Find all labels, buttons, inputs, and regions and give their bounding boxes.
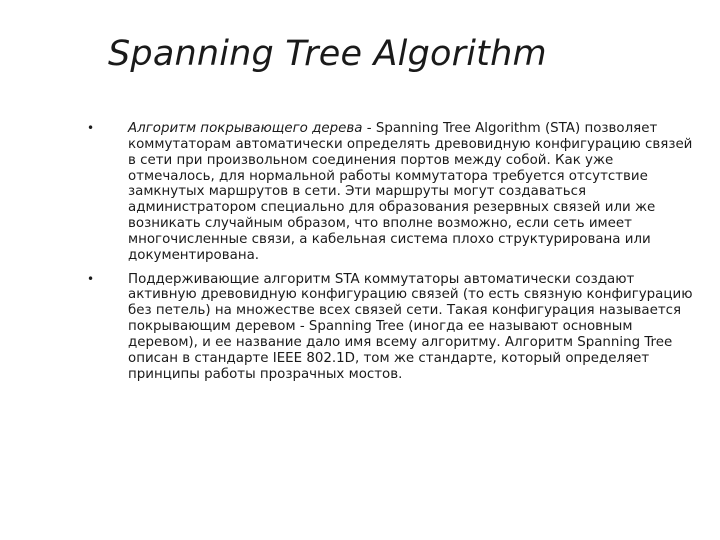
bullet-1-lead: Алгоритм покрывающего дерева — [128, 121, 363, 136]
bullet-dot-icon: • — [87, 121, 95, 135]
bullet-item-1 — [0, 121, 720, 264]
slide-title: Spanning Tree Algorithm — [108, 34, 547, 74]
bullet-2-text: Поддерживающие алгоритм STA коммутаторы автоматически создают активную древовидную конфигурацию связей (то есть связную конфигурацию без петель) на множестве всех связей сети. Такая конфигурация называется покрывающим деревом - Spanning Tree (иногда ее называют основным деревом), и ее название дало имя всему алгоритму. Алгоритм Spanning Tree описан в стандарте IEEE 802.1D, том же стандарте, который определяет принципы работы прозрачных мостов. — [128, 271, 693, 382]
bullet-dot-icon: • — [87, 271, 95, 286]
bullet-1-text: - Spanning Tree Algorithm (STA) позволяет коммутаторам автоматически определять древовидную конфигурацию связей в сети при произвольном соединения портов между собой. Как уже отмечалось, для нормальной работы коммутатора требуется отсутствие замкнутых маршрутов в сети. Эти маршруты могут создаваться администратором специально для образования резервных связей или же возникать случайным образом, что вполне возможно, если сеть имеет многочисленные связи, а кабельная система плохо структурирована или документирована. — [128, 121, 693, 263]
bullet-item-2 — [0, 272, 720, 383]
bullet-list — [0, 121, 720, 391]
